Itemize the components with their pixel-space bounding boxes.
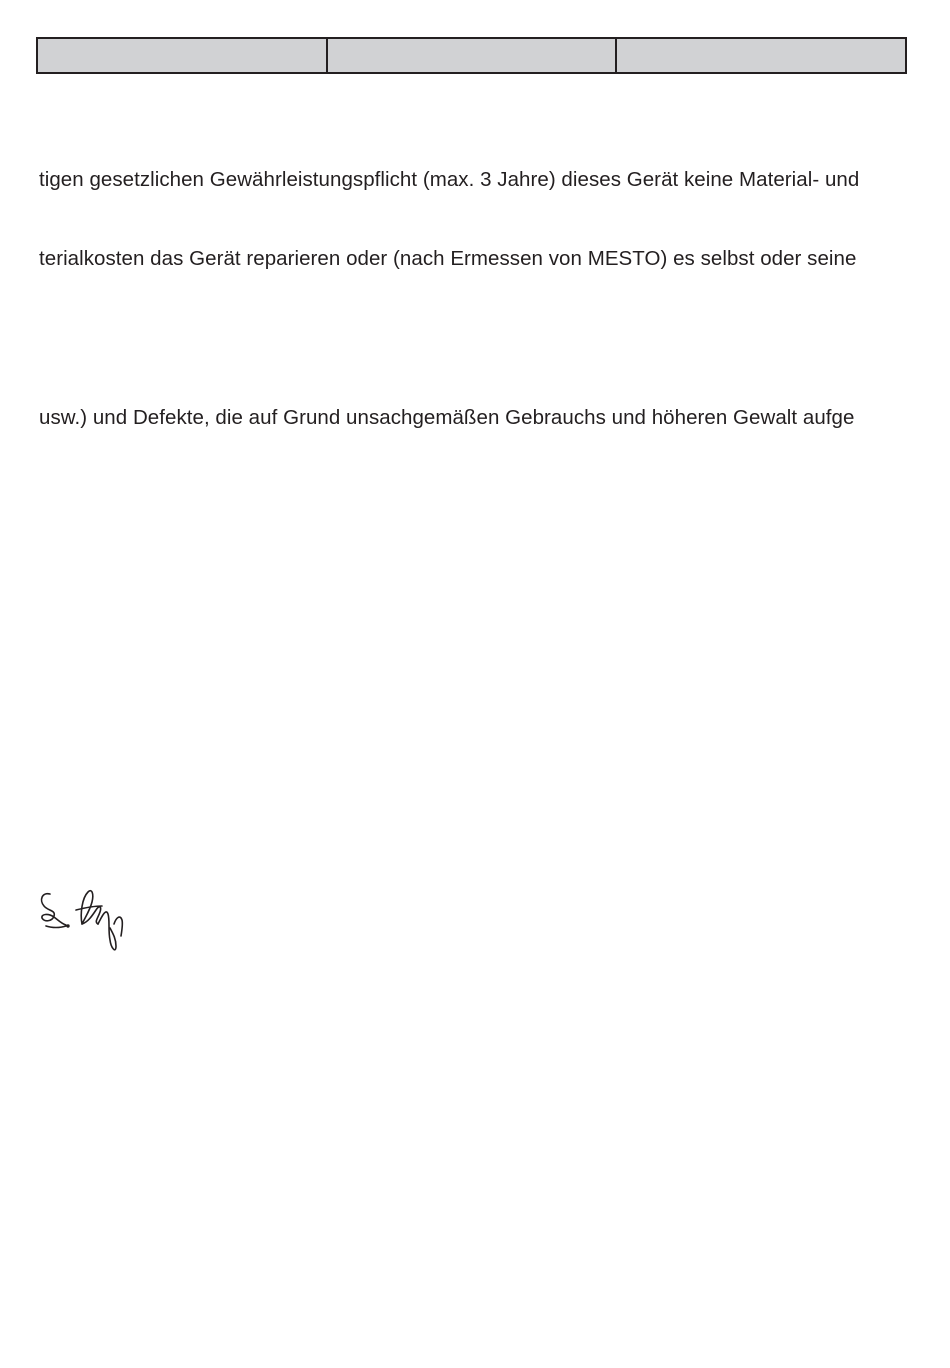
body-text-line-2: terialkosten das Gerät reparieren oder (nach Ermessen von MESTO) es selbst oder seine [39,247,857,270]
header-cell-1 [38,39,328,72]
header-cell-2 [328,39,618,72]
header-table [36,37,907,74]
body-text-line-3: usw.) und Defekte, die auf Grund unsachgemäßen Gebrauchs und höheren Gewalt aufge [39,406,855,429]
body-text-line-1: tigen gesetzlichen Gewährleistungspflicht (max. 3 Jahre) dieses Gerät keine Material- und [39,168,860,191]
header-cell-3 [617,39,905,72]
signature-icon [36,884,128,962]
